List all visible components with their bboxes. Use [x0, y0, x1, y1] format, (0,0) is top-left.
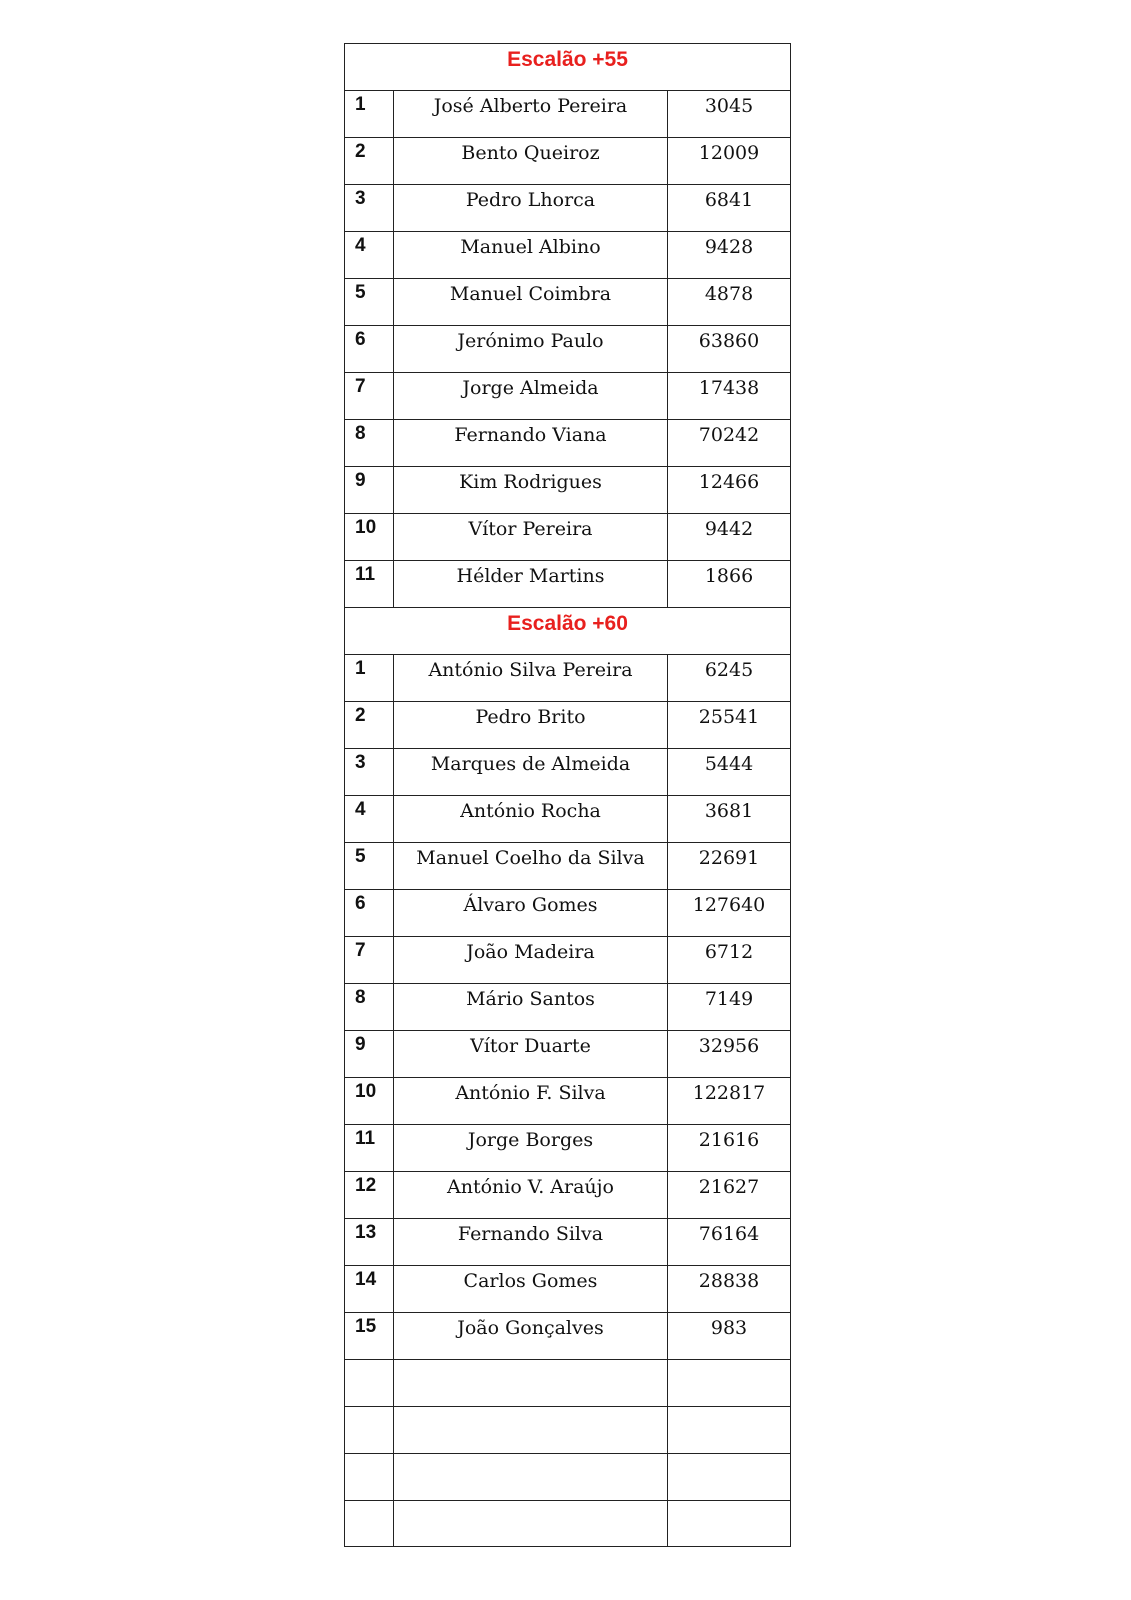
score-cell: 12009 [698, 142, 760, 164]
rank-cell: 12 [345, 1172, 394, 1218]
table-row [344, 1359, 791, 1406]
rank-cell: 5 [345, 279, 394, 325]
table-row [344, 1218, 791, 1265]
name-cell: Vítor Pereira [394, 514, 668, 560]
score-cell: 3681 [704, 800, 754, 822]
name-cell: Carlos Gomes [394, 1266, 668, 1312]
score-cell [668, 1407, 790, 1453]
table-row [344, 1500, 791, 1547]
rank-cell: 9 [345, 1031, 394, 1077]
table-row [344, 137, 791, 184]
score-cell [668, 1360, 790, 1406]
name-cell [394, 1454, 668, 1500]
section-title: Escalão +60 [507, 612, 628, 635]
rank-cell: 2 [345, 702, 394, 748]
section-header [344, 43, 791, 90]
score-cell: 63860 [698, 330, 760, 352]
score-cell: 32956 [698, 1035, 760, 1057]
rank-cell: 4 [345, 232, 394, 278]
rank-cell: 6 [345, 890, 394, 936]
score-cell: 122817 [692, 1082, 766, 1104]
name-cell: Jerónimo Paulo [394, 326, 668, 372]
score-cell: 21616 [698, 1129, 760, 1151]
score-cell: 7149 [704, 988, 754, 1010]
name-cell: Manuel Albino [394, 232, 668, 278]
name-cell: Vítor Duarte [394, 1031, 668, 1077]
name-cell: Manuel Coelho da Silva [394, 843, 668, 889]
score-cell: 6245 [704, 659, 754, 681]
name-cell: Jorge Borges [394, 1125, 668, 1171]
name-cell [394, 1501, 668, 1546]
score-cell: 4878 [704, 283, 754, 305]
name-cell: Fernando Viana [394, 420, 668, 466]
table-row [344, 1171, 791, 1218]
rank-cell: 8 [345, 420, 394, 466]
score-cell: 1866 [704, 565, 754, 587]
table-row [344, 90, 791, 137]
name-cell: Pedro Lhorca [394, 185, 668, 231]
name-cell: Manuel Coimbra [394, 279, 668, 325]
score-cell [668, 1501, 790, 1546]
name-cell: Pedro Brito [394, 702, 668, 748]
score-cell: 76164 [698, 1223, 760, 1245]
rank-cell: 8 [345, 984, 394, 1030]
name-cell: Hélder Martins [394, 561, 668, 607]
table-row [344, 983, 791, 1030]
name-cell: António F. Silva [394, 1078, 668, 1124]
score-cell: 5444 [704, 753, 754, 775]
section-rows [344, 90, 791, 607]
table-row [344, 748, 791, 795]
rank-cell: 10 [345, 1078, 394, 1124]
rank-cell: 11 [345, 1125, 394, 1171]
rank-cell: 7 [345, 937, 394, 983]
table-row [344, 419, 791, 466]
ranking-table [344, 43, 791, 1547]
table-row [344, 278, 791, 325]
rank-cell [345, 1454, 394, 1500]
score-cell: 6841 [704, 189, 754, 211]
name-cell: António Rocha [394, 796, 668, 842]
score-cell [668, 1454, 790, 1500]
rank-cell: 7 [345, 373, 394, 419]
table-row [344, 1312, 791, 1359]
rank-cell: 3 [345, 749, 394, 795]
rank-cell [345, 1407, 394, 1453]
rank-cell: 9 [345, 467, 394, 513]
name-cell: António V. Araújo [394, 1172, 668, 1218]
score-cell: 983 [710, 1317, 748, 1339]
score-cell: 28838 [698, 1270, 760, 1292]
name-cell: José Alberto Pereira [394, 91, 668, 137]
score-cell: 127640 [692, 894, 766, 916]
name-cell: João Gonçalves [394, 1313, 668, 1359]
table-row [344, 560, 791, 607]
rank-cell: 14 [345, 1266, 394, 1312]
rank-cell: 4 [345, 796, 394, 842]
name-cell: Mário Santos [394, 984, 668, 1030]
score-cell: 6712 [704, 941, 754, 963]
score-cell: 70242 [698, 424, 760, 446]
score-cell: 3045 [704, 95, 754, 117]
table-row [344, 1453, 791, 1500]
section-header [344, 607, 791, 654]
table-row [344, 1030, 791, 1077]
rank-cell [345, 1360, 394, 1406]
table-row [344, 1124, 791, 1171]
rank-cell: 6 [345, 326, 394, 372]
name-cell: António Silva Pereira [394, 655, 668, 701]
score-cell: 12466 [698, 471, 760, 493]
rank-cell: 1 [345, 91, 394, 137]
table-row [344, 842, 791, 889]
table-row [344, 1077, 791, 1124]
name-cell [394, 1360, 668, 1406]
name-cell: Bento Queiroz [394, 138, 668, 184]
name-cell: João Madeira [394, 937, 668, 983]
rank-cell: 3 [345, 185, 394, 231]
rank-cell: 13 [345, 1219, 394, 1265]
name-cell: Jorge Almeida [394, 373, 668, 419]
table-row [344, 372, 791, 419]
rank-cell: 2 [345, 138, 394, 184]
table-row [344, 795, 791, 842]
score-cell: 22691 [698, 847, 760, 869]
table-row [344, 889, 791, 936]
name-cell: Fernando Silva [394, 1219, 668, 1265]
name-cell: Álvaro Gomes [394, 890, 668, 936]
table-row [344, 701, 791, 748]
section-rows [344, 654, 791, 1547]
section-title: Escalão +55 [507, 48, 628, 71]
table-row [344, 654, 791, 701]
name-cell: Kim Rodrigues [394, 467, 668, 513]
table-row [344, 513, 791, 560]
score-cell: 21627 [698, 1176, 760, 1198]
score-cell: 9428 [704, 236, 754, 258]
name-cell: Marques de Almeida [394, 749, 668, 795]
name-cell [394, 1407, 668, 1453]
table-row [344, 936, 791, 983]
rank-cell: 15 [345, 1313, 394, 1359]
score-cell: 25541 [698, 706, 760, 728]
rank-cell: 5 [345, 843, 394, 889]
table-row [344, 184, 791, 231]
table-row [344, 1265, 791, 1312]
score-cell: 9442 [704, 518, 754, 540]
rank-cell: 10 [345, 514, 394, 560]
table-row [344, 466, 791, 513]
rank-cell [345, 1501, 394, 1546]
table-row [344, 1406, 791, 1453]
table-row [344, 231, 791, 278]
rank-cell: 11 [345, 561, 394, 607]
score-cell: 17438 [698, 377, 760, 399]
rank-cell: 1 [345, 655, 394, 701]
table-row [344, 325, 791, 372]
